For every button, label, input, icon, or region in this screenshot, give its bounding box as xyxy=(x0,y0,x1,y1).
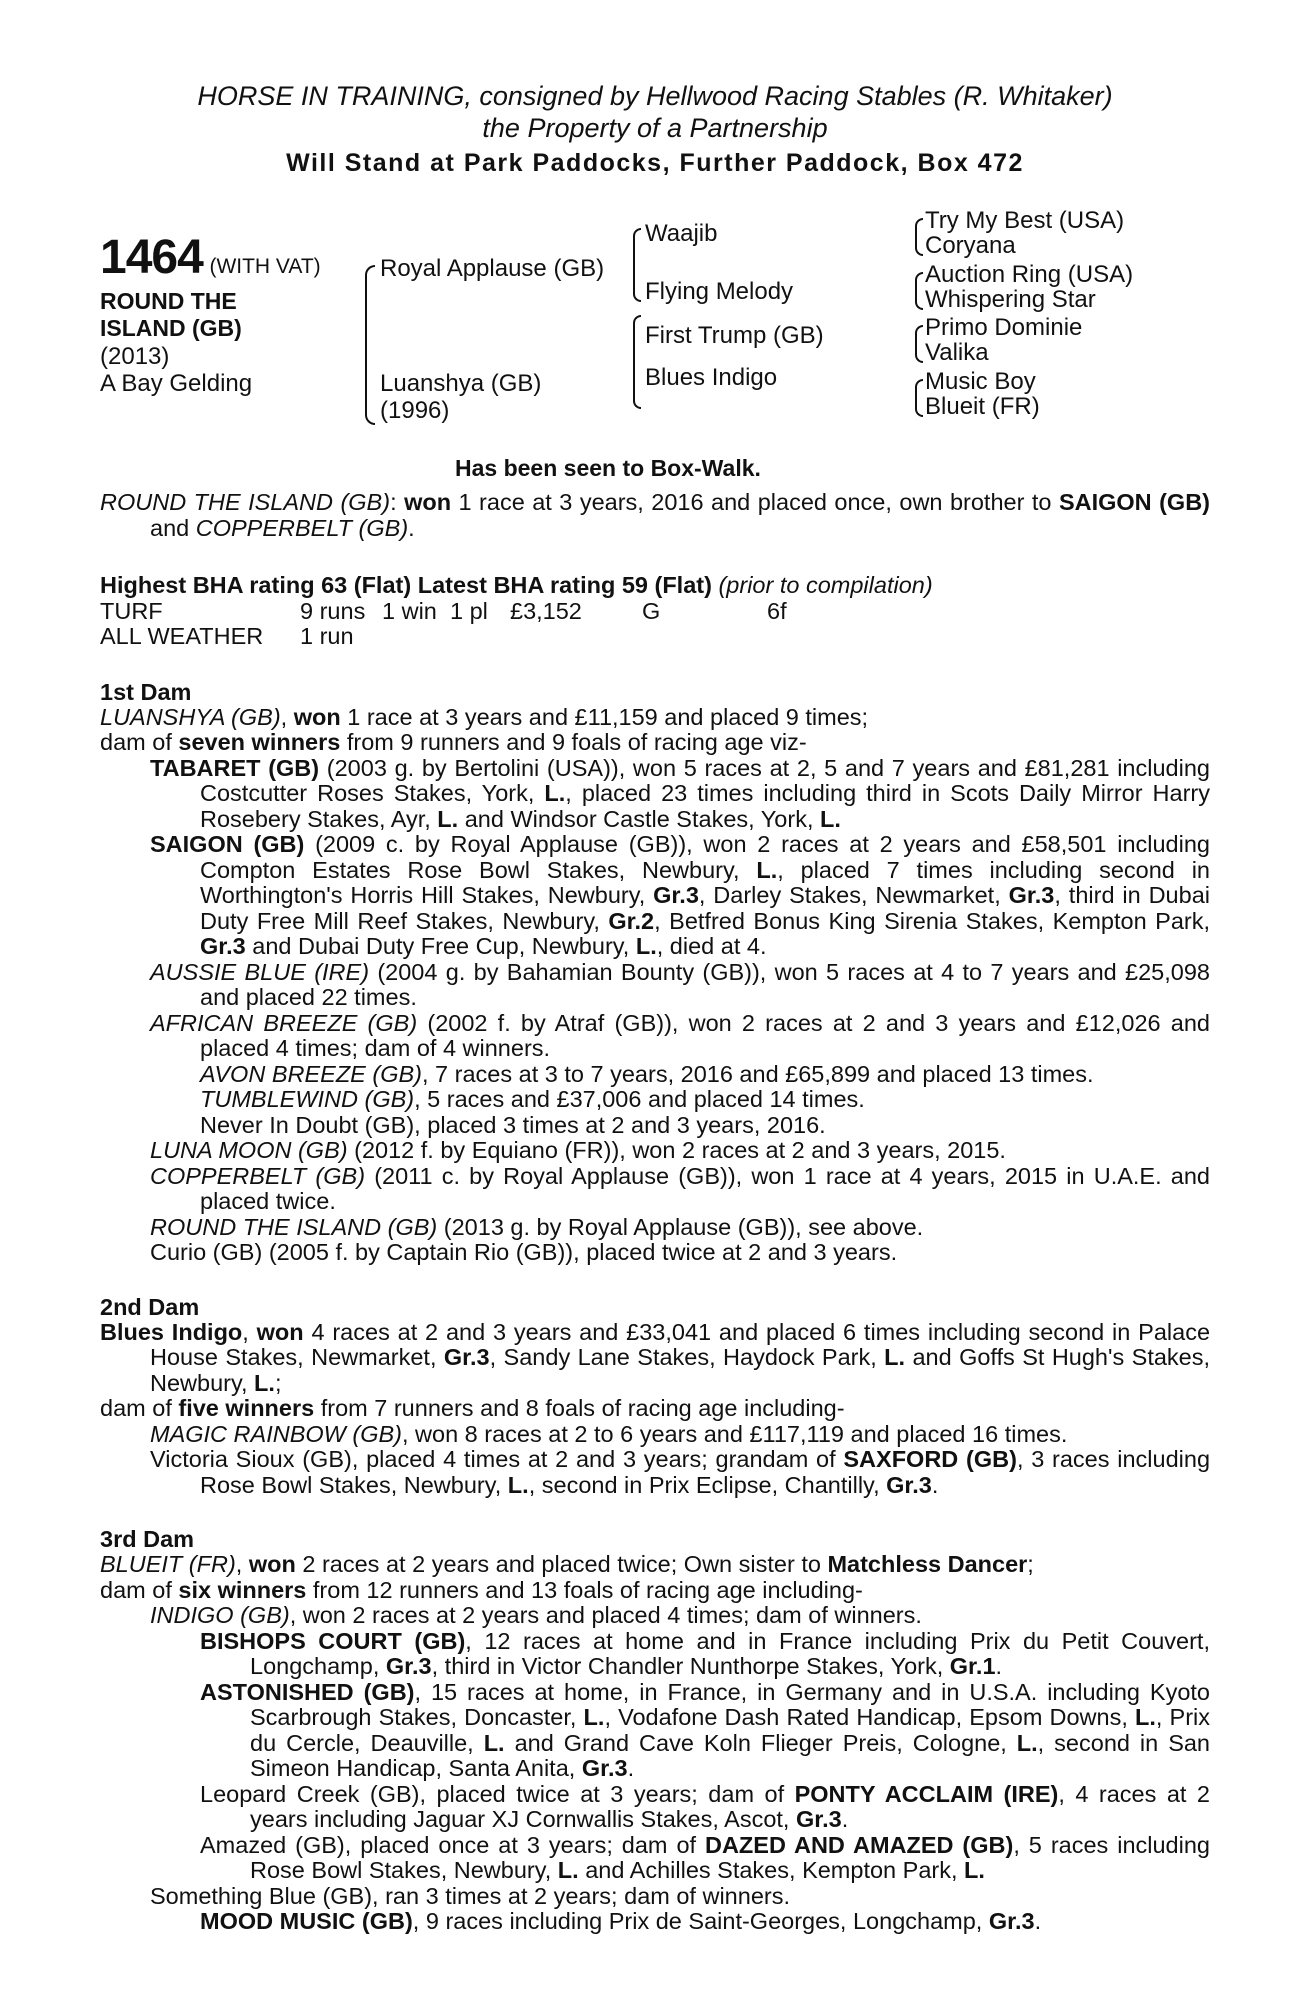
dss: Primo Dominie xyxy=(925,314,1083,341)
pedigree-brace xyxy=(365,340,375,425)
sds: Auction Ring (USA) xyxy=(925,261,1134,288)
g3-brace xyxy=(915,397,923,417)
dam-brace xyxy=(633,361,641,409)
horse-year: (2013) xyxy=(100,343,170,370)
header-consignor: HORSE IN TRAINING, consigned by Hellwood Racing Stables (R. Whitaker) xyxy=(197,81,1113,111)
record-row: ALL WEATHER 1 run xyxy=(100,622,354,649)
catalogue-page xyxy=(100,80,1210,1935)
sibling-ref: SAIGON (GB) xyxy=(1058,489,1211,515)
dam-brace xyxy=(633,315,641,363)
vat-label: (WITH VAT) xyxy=(209,255,321,278)
rating-note: (prior to compilation) xyxy=(718,572,933,598)
produce-entry: MOOD MUSIC (GB), 9 races including Prix de Saint-Georges, Longchamp, Gr.3. xyxy=(200,1908,1042,1934)
produce-entry: MAGIC RAINBOW (GB), won 8 races at 2 to 6 years and £117,119 and placed 16 times. xyxy=(150,1420,1068,1447)
ssd: Coryana xyxy=(925,232,1016,259)
produce-entry: AFRICAN BREEZE (GB) (2002 f. by Atraf (GB)), won 2 races at 2 and 3 years and £12,026 and placed 4 times; dam of 4 winners. xyxy=(150,1009,1210,1061)
produce-entry: Leopard Creek (GB), placed twice at 3 years; dam of PONTY ACCLAIM (IRE), 4 races at 2 years including Jaguar XJ Cornwallis Stakes, Ascot, Gr.3. xyxy=(200,1780,1210,1832)
section-heading: 3rd Dam xyxy=(100,1526,195,1552)
box-walk-note: Has been seen to Box-Walk. xyxy=(455,455,761,481)
produce-entry: TUMBLEWIND (GB), 5 races and £37,006 and placed 14 times. xyxy=(200,1086,865,1112)
section-heading: 2nd Dam xyxy=(100,1293,200,1320)
produce-entry: AUSSIE BLUE (IRE) (2004 g. by Bahamian Bounty (GB)), won 5 races at 4 to 7 years and £25,098 and placed 22 times. xyxy=(150,958,1210,1010)
record-row: TURF 9 runs 1 win 1 pl £3,152 G 6f xyxy=(100,597,787,624)
section-heading: 1st Dam xyxy=(100,678,192,705)
sire-dam: Flying Melody xyxy=(645,278,794,305)
produce-entry: Victoria Sioux (GB), placed 4 times at 2 and 3 years; grandam of SAXFORD (GB), 3 races including Rose Bowl Stakes, Newbury, L., second in Prix Eclipse, Chantilly, Gr.3. xyxy=(150,1446,1211,1498)
header-location: Will Stand at Park Paddocks, Further Paddock, Box 472 xyxy=(286,149,1024,177)
g3-brace xyxy=(915,290,923,310)
produce-entry: INDIGO (GB), won 2 races at 2 years and placed 4 times; dam of winners. xyxy=(150,1602,922,1628)
dam-dam: Blues Indigo xyxy=(645,364,778,391)
horse-name-line2: ISLAND (GB) xyxy=(100,315,242,341)
sire: Royal Applause (GB) xyxy=(380,255,605,282)
produce-entry: Never In Doubt (GB), placed 3 times at 2 and 3 years, 2016. xyxy=(200,1111,826,1138)
produce-entry: LUNA MOON (GB) (2012 f. by Equiano (FR)), won 2 races at 2 and 3 years, 2015. xyxy=(150,1137,1006,1163)
horse-name-line1: ROUND THE xyxy=(100,288,237,314)
sss: Try My Best (USA) xyxy=(925,207,1125,234)
race-summary: ROUND THE ISLAND (GB): won 1 race at 3 years, 2016 and placed once, own brother to SAIGON (GB) and COPPERBELT (GB). xyxy=(100,489,1211,541)
g3-brace xyxy=(915,379,923,399)
lot-number: 1464 xyxy=(100,231,203,284)
g3-brace xyxy=(915,343,923,363)
bha-rating: Highest BHA rating 63 (Flat) Latest BHA rating 59 (Flat) xyxy=(100,572,712,598)
produce-entry: ROUND THE ISLAND (GB) (2013 g. by Royal Applause (GB)), see above. xyxy=(150,1213,924,1240)
pedigree-table xyxy=(100,207,1210,481)
sire-brace xyxy=(633,228,641,268)
produce-entry: TABARET (GB) (2003 g. by Bertolini (USA)), won 5 races at 2, 5 and 7 years and £81,281 including Costcutter Roses Stakes, York, L., placed 23 times including third in Scots Daily Mirror Harry Rosebery Stakes, Ayr, L. and Windsor Castle Stakes, York, L. xyxy=(150,754,1210,832)
first-dam-section: 1st Dam LUANSHYA (GB), won 1 race at 3 years and £11,159 and placed 9 times; dam of seven winners from 9 runners and 9 foals of racing age viz- TABARET (GB) (2003 g. by Bertolini (USA)), won 5 races at 2, 5 and 7 years and £81,281 including Costcutter Roses Stakes, York, L., placed 23 times including third in Scots Daily Mirror Harry Rosebery Stakes, Ayr, L. and Windsor Castle Stakes, York, L. SAIGON (GB) (2009 c. by Royal Applause (GB)), won 2 races at 2 years and £58,501 including Compton Estates Rose Bowl Stakes, Newbury, L., placed 7 times including second in Worthington's Horris Hill Stakes, Newbury, Gr.3, Darley Stakes, Newmarket, Gr.3, third in Dubai Duty Free Mill Reef Stakes, Newbury, Gr.2, Betfred Bonus King Sirenia Stakes, Kempton Park, Gr.3 and Dubai Duty Free Cup, Newbury, L., died at 4. AUSSIE BLUE (IRE) (2004 g. by Bahamian Bounty (GB)), won 5 races at 4 to 7 years and £25,098 and placed 22 times. AFRICAN BREEZE (GB) (2002 f. by Atraf (GB)), won 2 races at 2 and 3 years and £12,026 and placed 4 times; dam of 4 winners. AVON BREEZE (GB), 7 races at 3 to 7 years, 2016 and £65,899 and placed 13 times. TUMBLEWIND (GB), 5 races and £37,006 and placed 14 times. Never In Doubt (GB), placed 3 times at 2 and 3 years, 2016. LUNA MOON (GB) (2012 f. by Equiano (FR)), won 2 races at 2 and 3 years, 2015. COPPERBELT (GB) (2011 c. by Royal Applause (GB)), won 1 race at 4 years, 2015 in U.A.E. and placed twice. ROUND THE ISLAND (GB) (2013 g. by Royal Applause (GB)), see above. Curio (GB) (2005 f. by Captain Rio (GB)), placed twice at 2 and 3 years. xyxy=(100,678,1210,1265)
rating-block xyxy=(100,573,1210,649)
sdd: Whispering Star xyxy=(925,286,1096,313)
header-property: the Property of a Partnership xyxy=(482,113,828,143)
second-dam-section: 2nd Dam Blues Indigo, won 4 races at 2 and 3 years and £33,041 and placed 6 times including second in Palace House Stakes, Newmarket, Gr.3, Sandy Lane Stakes, Haydock Park, L. and Goffs St Hugh's Stakes, Newbury, L.; dam of five winners from 7 runners and 8 foals of racing age including- MAGIC RAINBOW (GB), won 8 races at 2 to 6 years and £117,119 and placed 16 times. Victoria Sioux (GB), placed 4 times at 2 and 3 years; grandam of SAXFORD (GB), 3 races including Rose Bowl Stakes, Newbury, L., second in Prix Eclipse, Chantilly, Gr.3. xyxy=(100,1293,1211,1498)
g3-brace xyxy=(915,325,923,345)
dam: Luanshya (GB) xyxy=(380,370,542,397)
horse-description: A Bay Gelding xyxy=(100,370,253,397)
dam-year: (1996) xyxy=(380,397,450,424)
g3-brace xyxy=(915,218,923,238)
sire-sire: Waajib xyxy=(645,220,718,247)
produce-entry: ASTONISHED (GB), 15 races at home, in France, in Germany and in U.S.A. including Kyoto Scarbrough Stakes, Doncaster, L., Vodafone Dash Rated Handicap, Epsom Downs, L., Prix du Cercle, Deauville, L. and Grand Cave Koln Flieger Preis, Cologne, L., second in San Simeon Handicap, Santa Anita, Gr.3. xyxy=(200,1678,1211,1781)
g3-brace xyxy=(915,272,923,292)
pedigree-brace xyxy=(365,265,375,342)
ddd: Blueit (FR) xyxy=(925,393,1040,420)
produce-entry: Curio (GB) (2005 f. by Captain Rio (GB)), placed twice at 2 and 3 years. xyxy=(150,1239,898,1265)
produce-entry: SAIGON (GB) (2009 c. by Royal Applause (GB)), won 2 races at 2 years and £58,501 including Compton Estates Rose Bowl Stakes, Newbury, L., placed 7 times including second in Worthington's Horris Hill Stakes, Newbury, Gr.3, Darley Stakes, Newmarket, Gr.3, third in Dubai Duty Free Mill Reef Stakes, Newbury, Gr.2, Betfred Bonus King Sirenia Stakes, Kempton Park, Gr.3 and Dubai Duty Free Cup, Newbury, L., died at 4. xyxy=(150,831,1210,959)
lot-heading xyxy=(100,230,321,285)
third-dam-section: 3rd Dam BLUEIT (FR), won 2 races at 2 years and placed twice; Own sister to Matchless Dancer; dam of six winners from 12 runners and 13 foals of racing age including- INDIGO (GB), won 2 races at 2 years and placed 4 times; dam of winners. BISHOPS COURT (GB), 12 races at home and in France including Prix du Petit Couvert, Longchamp, Gr.3, third in Victor Chandler Nunthorpe Stakes, York, Gr.1. ASTONISHED (GB), 15 races at home, in France, in Germany and in U.S.A. including Kyoto Scarbrough Stakes, Doncaster, L., Vodafone Dash Rated Handicap, Epsom Downs, L., Prix du Cercle, Deauville, L. and Grand Cave Koln Flieger Preis, Cologne, L., second in San Simeon Handicap, Santa Anita, Gr.3. Leopard Creek (GB), placed twice at 3 years; dam of PONTY ACCLAIM (IRE), 4 races at 2 years including Jaguar XJ Cornwallis Stakes, Ascot, Gr.3. Amazed (GB), placed once at 3 years; dam of DAZED AND AMAZED (GB), 5 races including Rose Bowl Stakes, Newbury, L. and Achilles Stakes, Kempton Park, L. Something Blue (GB), ran 3 times at 2 years; dam of winners. MOOD MUSIC (GB), 9 races including Prix de Saint-Georges, Longchamp, Gr.3. xyxy=(100,1526,1211,1934)
produce-entry: AVON BREEZE (GB), 7 races at 3 to 7 years, 2016 and £65,899 and placed 13 times. xyxy=(200,1060,1094,1087)
produce-entry: COPPERBELT (GB) (2011 c. by Royal Applause (GB)), won 1 race at 4 years, 2015 in U.A.E. and placed twice. xyxy=(150,1162,1210,1214)
produce-entry: Amazed (GB), placed once at 3 years; dam of DAZED AND AMAZED (GB), 5 races including Rose Bowl Stakes, Newbury, L. and Achilles Stakes, Kempton Park, L. xyxy=(200,1831,1210,1883)
g3-brace xyxy=(915,236,923,256)
dds: Music Boy xyxy=(925,368,1036,395)
produce-entry: BISHOPS COURT (GB), 12 races at home and in France including Prix du Petit Couvert, Longchamp, Gr.3, third in Victor Chandler Nunthorpe Stakes, York, Gr.1. xyxy=(200,1627,1210,1679)
sibling-ref: COPPERBELT (GB) xyxy=(195,514,409,541)
dsd: Valika xyxy=(925,339,989,366)
horse-ref: ROUND THE ISLAND (GB) xyxy=(100,489,391,515)
dam-sire: First Trump (GB) xyxy=(645,322,824,349)
produce-entry: Something Blue (GB), ran 3 times at 2 years; dam of winners. xyxy=(150,1882,790,1909)
sire-brace xyxy=(633,266,641,302)
